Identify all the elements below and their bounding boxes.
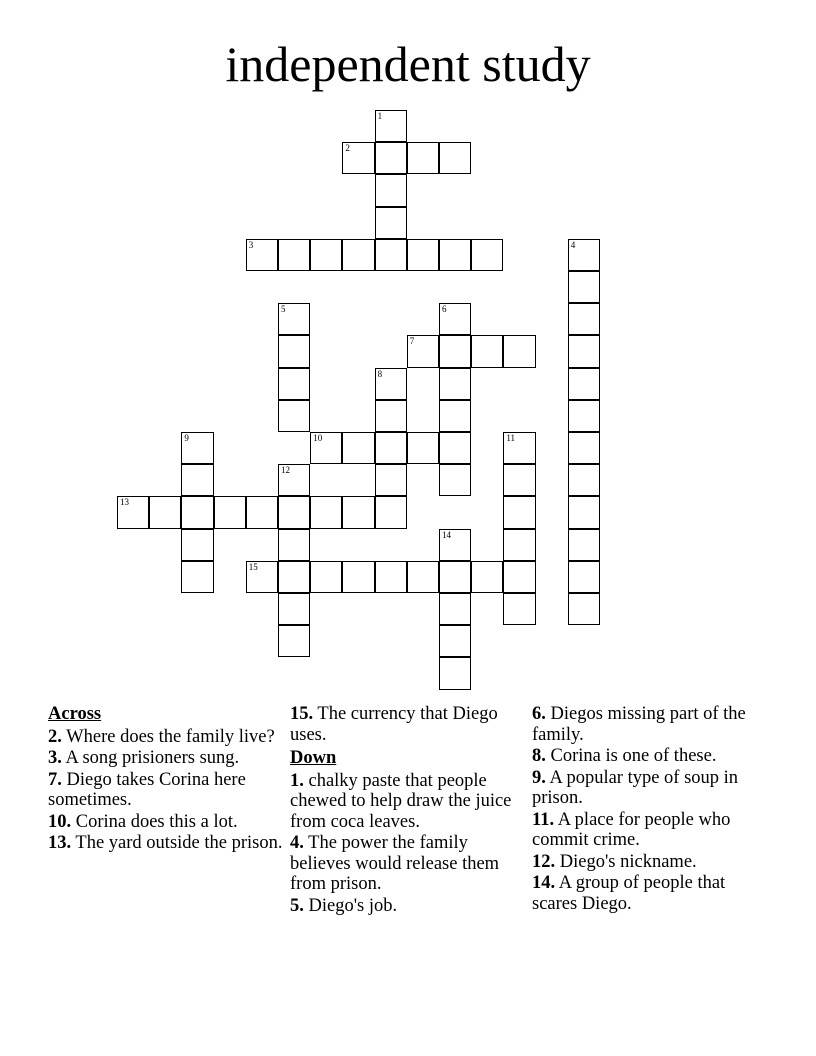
grid-cell[interactable]	[310, 239, 342, 271]
grid-cell[interactable]	[568, 529, 600, 561]
cell-number: 6	[442, 304, 447, 315]
grid-cell[interactable]	[568, 303, 600, 335]
grid-cell[interactable]	[375, 239, 407, 271]
grid-cell[interactable]	[310, 432, 342, 464]
clue-number: 4.	[290, 833, 304, 853]
grid-cell[interactable]	[375, 432, 407, 464]
grid-cell[interactable]	[246, 239, 278, 271]
clue-number: 7.	[48, 769, 62, 790]
page-title: independent study	[225, 36, 591, 92]
grid-cell[interactable]	[503, 432, 535, 464]
grid-cell[interactable]	[278, 496, 310, 528]
grid-cell[interactable]	[568, 432, 600, 464]
clue-number: 15.	[290, 704, 314, 724]
grid-cell[interactable]	[439, 303, 471, 335]
clue-text: The currency that Diego uses.	[290, 704, 498, 745]
grid-cell[interactable]	[375, 400, 407, 432]
grid-cell[interactable]	[149, 496, 181, 528]
grid-cell[interactable]	[278, 335, 310, 367]
grid-cell[interactable]	[568, 561, 600, 593]
clue-number: 12.	[532, 851, 556, 872]
grid-cell[interactable]	[439, 593, 471, 625]
grid-cell[interactable]	[117, 496, 149, 528]
cell-number: 14	[442, 529, 451, 540]
cell-number: 11	[506, 433, 516, 443]
clue-number: 13.	[48, 833, 72, 853]
grid-cell[interactable]	[439, 529, 471, 561]
grid-cell[interactable]	[407, 239, 439, 271]
grid-cell[interactable]	[471, 239, 503, 271]
grid-cell[interactable]	[407, 561, 439, 593]
clue-number: 8.	[532, 746, 546, 766]
cell-number: 15	[248, 561, 258, 572]
clue-text: A group of people that scares Diego.	[532, 873, 726, 914]
grid-cell[interactable]	[439, 400, 471, 432]
clue-text: Diegos missing part of the family.	[532, 704, 746, 745]
grid-cell[interactable]	[278, 593, 310, 625]
clue-across-10	[48, 812, 283, 833]
clue-number: 5.	[290, 895, 304, 916]
clue-down-11	[532, 810, 767, 851]
clue-down-6	[532, 704, 767, 745]
grid-cell[interactable]	[375, 207, 407, 239]
grid-cell[interactable]	[278, 368, 310, 400]
clue-text: The power the family believes would release them from prison.	[290, 833, 500, 894]
clue-number: 3.	[48, 748, 62, 768]
grid-cell[interactable]	[342, 496, 374, 528]
grid-cell[interactable]	[375, 110, 407, 142]
clue-text: Where does the family live?	[66, 726, 275, 747]
grid-cell[interactable]	[407, 142, 439, 174]
grid-cell[interactable]	[439, 561, 471, 593]
grid-cell[interactable]	[278, 625, 310, 657]
grid-cell[interactable]	[342, 432, 374, 464]
grid-cell[interactable]	[278, 239, 310, 271]
grid-cell[interactable]	[278, 464, 310, 496]
grid-cell[interactable]	[439, 432, 471, 464]
clue-number: 10.	[48, 811, 72, 832]
grid-cell[interactable]	[503, 496, 535, 528]
grid-cell[interactable]	[278, 529, 310, 561]
grid-cell[interactable]	[568, 400, 600, 432]
grid-cell[interactable]	[342, 561, 374, 593]
clue-text: Corina is one of these.	[550, 746, 717, 766]
grid-cell[interactable]	[568, 368, 600, 400]
grid-cell[interactable]	[568, 335, 600, 367]
grid-cell[interactable]	[568, 271, 600, 303]
clue-across-2	[48, 727, 283, 748]
grid-cell[interactable]	[246, 496, 278, 528]
grid-cell[interactable]	[181, 432, 213, 464]
grid-cell[interactable]	[439, 142, 471, 174]
grid-cell[interactable]	[471, 561, 503, 593]
grid-cell[interactable]	[471, 335, 503, 367]
grid-cell[interactable]	[310, 496, 342, 528]
cell-number: 2	[345, 143, 350, 154]
clue-text: Diego's nickname.	[559, 851, 697, 872]
grid-cell[interactable]	[246, 561, 278, 593]
across-heading: Across	[48, 704, 102, 724]
clue-across-3	[48, 748, 283, 769]
clue-number: 14.	[532, 873, 556, 893]
cell-number: 10	[313, 433, 323, 443]
cell-number: 9	[184, 433, 189, 443]
grid-cell[interactable]	[278, 561, 310, 593]
cell-number: 7	[409, 336, 415, 347]
clue-text: The yard outside the prison.	[75, 833, 283, 853]
grid-cell[interactable]	[439, 657, 471, 689]
grid-cell[interactable]	[278, 303, 310, 335]
grid-cell[interactable]	[407, 432, 439, 464]
grid-cell[interactable]	[375, 368, 407, 400]
grid-cell[interactable]	[181, 464, 213, 496]
clue-across-7	[48, 770, 283, 811]
grid-cell[interactable]	[503, 593, 535, 625]
clue-across-13	[48, 833, 283, 854]
grid-cell[interactable]	[278, 400, 310, 432]
clues-column-2	[290, 702, 525, 917]
down-heading: Down	[290, 748, 337, 768]
clues-column-3	[532, 702, 767, 915]
clue-text: Corina does this a lot.	[75, 811, 238, 832]
grid-cell[interactable]	[214, 496, 246, 528]
grid-cell[interactable]	[568, 593, 600, 625]
grid-cell[interactable]	[375, 561, 407, 593]
grid-cell[interactable]	[503, 464, 535, 496]
grid-cell[interactable]	[375, 142, 407, 174]
clue-down-4	[290, 833, 525, 895]
clue-down-12	[532, 852, 767, 873]
clue-number: 2.	[48, 726, 62, 747]
grid-cell[interactable]	[181, 529, 213, 561]
grid-cell[interactable]	[568, 239, 600, 271]
grid-cell[interactable]	[568, 464, 600, 496]
grid-cell[interactable]	[439, 335, 471, 367]
grid-cell[interactable]	[375, 496, 407, 528]
cell-number: 5	[281, 304, 286, 315]
grid-cell[interactable]	[503, 335, 535, 367]
clue-across-15	[290, 704, 525, 745]
clue-number: 6.	[532, 704, 546, 724]
grid-cell[interactable]	[407, 335, 439, 367]
cell-number: 3	[248, 239, 254, 250]
clue-text: Diego's job.	[308, 895, 398, 916]
grid-cell[interactable]	[342, 142, 374, 174]
grid-cell[interactable]	[310, 561, 342, 593]
grid-cell[interactable]	[439, 368, 471, 400]
cell-number: 12	[281, 465, 290, 476]
clue-down-1	[290, 771, 525, 833]
clue-down-14	[532, 873, 767, 914]
grid-cell[interactable]	[439, 239, 471, 271]
clue-down-5	[290, 896, 525, 917]
clue-number: 1.	[290, 770, 304, 791]
clue-text: A popular type of soup in prison.	[532, 767, 739, 808]
grid-cell[interactable]	[439, 625, 471, 657]
grid-cell[interactable]	[503, 529, 535, 561]
clue-down-8	[532, 746, 767, 767]
grid-cell[interactable]	[375, 174, 407, 206]
grid-cell[interactable]	[568, 496, 600, 528]
grid-cell[interactable]	[503, 561, 535, 593]
cell-number: 4	[570, 239, 576, 250]
grid-cell[interactable]	[439, 464, 471, 496]
grid-cell[interactable]	[342, 239, 374, 271]
grid-cell[interactable]	[375, 464, 407, 496]
cell-number: 13	[120, 497, 129, 508]
clue-text: A song prisioners sung.	[65, 748, 240, 768]
clue-down-9	[532, 768, 767, 809]
grid-cell[interactable]	[181, 561, 213, 593]
clue-number: 9.	[532, 767, 546, 788]
clue-text: Diego takes Corina here sometimes.	[48, 769, 246, 810]
cell-number: 1	[377, 111, 383, 121]
grid-cell[interactable]	[181, 496, 213, 528]
clues-column-1	[48, 702, 283, 855]
clue-text: A place for people who commit crime.	[532, 809, 731, 850]
cell-number: 8	[377, 368, 383, 379]
clue-number: 11.	[532, 809, 555, 830]
clue-text: chalky paste that people chewed to help draw the juice from coca leaves.	[290, 770, 512, 832]
